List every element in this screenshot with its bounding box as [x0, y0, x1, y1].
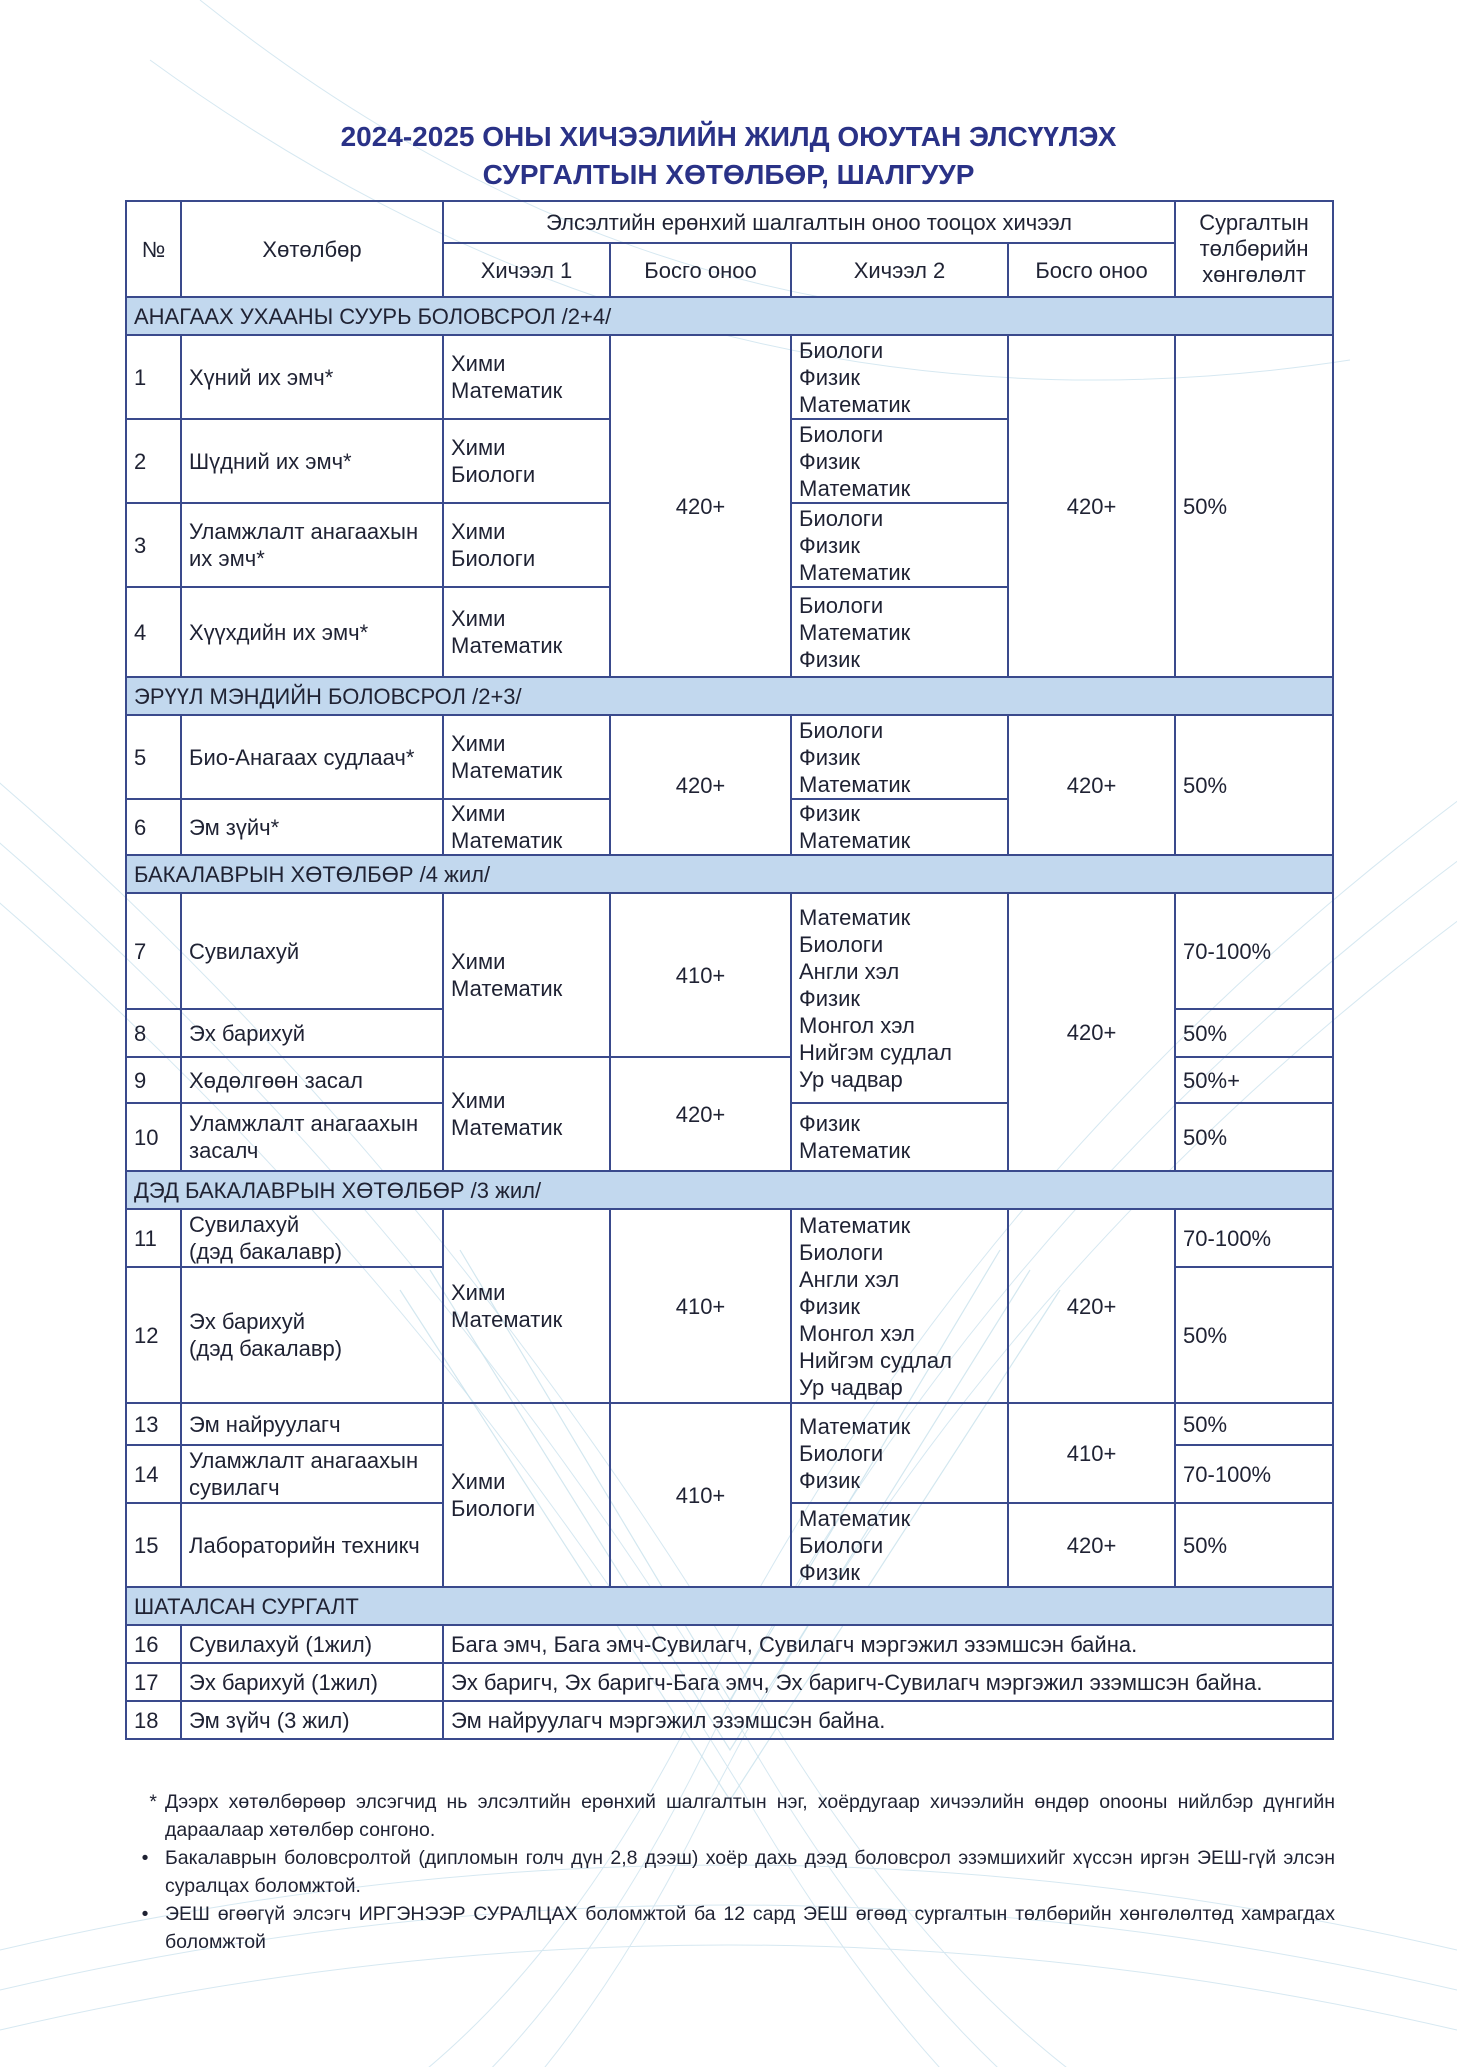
program-name: Лабораторийн техникч [181, 1503, 443, 1587]
program-name: Эм найруулагч [181, 1403, 443, 1445]
footnotes [125, 1788, 1335, 1956]
bullet-icon: • [141, 1903, 149, 1925]
section-heading: ЭРҮҮЛ МЭНДИЙН БОЛОВСРОЛ /2+3/ [126, 677, 1333, 715]
subject-2-cell: Математик Биологи Физик [791, 1403, 1008, 1503]
program-name: Эх барихуй [181, 1009, 443, 1057]
threshold-2-cell: 420+ [1008, 893, 1175, 1171]
threshold-2-cell: 420+ [1008, 1209, 1175, 1403]
program-name: Хүний их эмч* [181, 335, 443, 419]
discount-cell: 70-100% [1175, 893, 1333, 1009]
footnote-text: Дээрх хөтөлбөрөөр элсэгчид нь элсэлтийн ерөнхий шалгалтын нэг, хоёрдугаар хичээлийн өндөр onооны нийлбэр дүнгийн дараалаар хөтөлбөр сонгоно. [165, 1791, 1335, 1841]
subject-1-cell: Хими Математик [443, 799, 610, 855]
table-row [126, 1209, 1333, 1267]
title-line-1: 2024-2025 ОНЫ ХИЧЭЭЛИЙН ЖИЛД ОЮУТАН ЭЛСҮҮЛЭХ [340, 121, 1117, 152]
discount-cell: 50% [1175, 1403, 1333, 1445]
subject-2-cell: Биологи Физик Математик [791, 715, 1008, 799]
row-number: 17 [126, 1663, 181, 1701]
page-title [0, 118, 1457, 194]
subject-2-cell: Математик Биологи Англи хэл Физик Монгол хэл Нийгэм судлал Ур чадвар [791, 893, 1008, 1103]
subject-2-cell: Биологи Математик Физик [791, 587, 1008, 677]
section-heading: ДЭД БАКАЛАВРЫН ХӨТӨЛБӨР /3 жил/ [126, 1171, 1333, 1209]
subject-1-cell: Хими Математик [443, 893, 610, 1057]
table-row [126, 1403, 1333, 1445]
row-number: 16 [126, 1625, 181, 1663]
table-row [126, 1701, 1333, 1739]
discount-cell: 50% [1175, 1503, 1333, 1587]
subject-2-cell: Математик Биологи Физик [791, 1503, 1008, 1587]
row-number: 11 [126, 1209, 181, 1267]
subject-1-cell: Хими Биологи [443, 1403, 610, 1587]
subject-2-cell: Биологи Физик Математик [791, 335, 1008, 419]
section-heading: АНАГААХ УХААНЫ СУУРЬ БОЛОВСРОЛ /2+4/ [126, 297, 1333, 335]
row-number: 7 [126, 893, 181, 1009]
header-threshold-1: Босго оноо [610, 243, 791, 297]
discount-cell: 50% [1175, 1103, 1333, 1171]
bullet-icon: • [141, 1847, 149, 1869]
row-number: 10 [126, 1103, 181, 1171]
requirement-cell: Бага эмч, Бага эмч-Сувилагч, Сувилагч мэргэжил эзэмшсэн байна. [443, 1625, 1333, 1663]
program-name: Уламжлалт анагаахын их эмч* [181, 503, 443, 587]
subject-1-cell: Хими Математик [443, 1209, 610, 1403]
subject-2-cell: Физик Математик [791, 799, 1008, 855]
threshold-1-cell: 420+ [610, 715, 791, 855]
subject-2-cell: Биологи Физик Математик [791, 503, 1008, 587]
program-name: Хүүхдийн их эмч* [181, 587, 443, 677]
table-row [126, 1625, 1333, 1663]
threshold-1-cell: 410+ [610, 893, 791, 1057]
discount-cell: 50% [1175, 1009, 1333, 1057]
program-name: Био-Анагаах судлаач* [181, 715, 443, 799]
footnote-item [125, 1900, 1335, 1956]
row-number: 12 [126, 1267, 181, 1403]
threshold-1-cell: 420+ [610, 335, 791, 677]
footnote-item [125, 1844, 1335, 1900]
program-name: Сувилахуй (1жил) [181, 1625, 443, 1663]
threshold-2-cell: 420+ [1008, 715, 1175, 855]
table-row [126, 335, 1333, 419]
program-name: Эм зүйч* [181, 799, 443, 855]
threshold-2-cell: 420+ [1008, 335, 1175, 677]
table-row [126, 715, 1333, 799]
row-number: 8 [126, 1009, 181, 1057]
row-number: 18 [126, 1701, 181, 1739]
discount-cell: 50% [1175, 335, 1333, 677]
subject-1-cell: Хими Биологи [443, 419, 610, 503]
discount-cell: 70-100% [1175, 1209, 1333, 1267]
subject-1-cell: Хими Математик [443, 587, 610, 677]
title-line-2: СУРГАЛТЫН ХӨТӨЛБӨР, ШАЛГУУР [482, 159, 975, 190]
program-name: Уламжлалт анагаахын сувилагч [181, 1445, 443, 1503]
subject-2-cell: Биологи Физик Математик [791, 419, 1008, 503]
requirement-cell: Эх баригч, Эх баригч-Бага эмч, Эх баригч-Сувилагч мэргэжил эзэмшсэн байна. [443, 1663, 1333, 1701]
program-name: Эм зүйч (3 жил) [181, 1701, 443, 1739]
subject-1-cell: Хими Математик [443, 1057, 610, 1171]
header-program: Хөтөлбөр [181, 201, 443, 297]
header-subject-2: Хичээл 2 [791, 243, 1008, 297]
row-number: 2 [126, 419, 181, 503]
row-number: 13 [126, 1403, 181, 1445]
program-name: Эх барихуй (1жил) [181, 1663, 443, 1701]
table-row [126, 893, 1333, 1009]
admission-table [125, 200, 1334, 1740]
section-heading: ШАТАЛСАН СУРГАЛТ [126, 1587, 1333, 1625]
program-name: Сувилахуй (дэд бакалавр) [181, 1209, 443, 1267]
row-number: 9 [126, 1057, 181, 1103]
program-name: Хөдөлгөөн засал [181, 1057, 443, 1103]
discount-cell: 70-100% [1175, 1445, 1333, 1503]
row-number: 5 [126, 715, 181, 799]
row-number: 4 [126, 587, 181, 677]
row-number: 15 [126, 1503, 181, 1587]
program-name: Шүдний их эмч* [181, 419, 443, 503]
discount-cell: 50%+ [1175, 1057, 1333, 1103]
header-subject-1: Хичээл 1 [443, 243, 610, 297]
section-heading: БАКАЛАВРЫН ХӨТӨЛБӨР /4 жил/ [126, 855, 1333, 893]
footnote-text: Бакалаврын боловсролтой (дипломын голч дүн 2,8 дээш) хоёр дахь дээд боловсрол эзэмшихийг хүссэн иргэн ЭЕШ-гүй элсэн суралцах боломжтой. [165, 1847, 1335, 1897]
subject-2-cell: Физик Математик [791, 1103, 1008, 1171]
subject-1-cell: Хими Математик [443, 715, 610, 799]
discount-cell: 50% [1175, 715, 1333, 855]
table-row [126, 1663, 1333, 1701]
subject-1-cell: Хими Математик [443, 335, 610, 419]
header-no: № [126, 201, 181, 297]
asterisk-mark: * [149, 1791, 157, 1813]
header-exam-group: Элсэлтийн ерөнхий шалгалтын оноо тооцох хичээл [443, 201, 1175, 243]
subject-1-cell: Хими Биологи [443, 503, 610, 587]
header-threshold-2: Босго оноо [1008, 243, 1175, 297]
threshold-1-cell: 410+ [610, 1403, 791, 1587]
program-name: Сувилахуй [181, 893, 443, 1009]
program-name: Эх барихуй (дэд бакалавр) [181, 1267, 443, 1403]
row-number: 3 [126, 503, 181, 587]
threshold-2-cell: 420+ [1008, 1503, 1175, 1587]
row-number: 14 [126, 1445, 181, 1503]
threshold-1-cell: 420+ [610, 1057, 791, 1171]
program-name: Уламжлалт анагаахын засалч [181, 1103, 443, 1171]
footnote-text: ЭЕШ өгөөгүй элсэгч ИРГЭНЭЭР СУРАЛЦАХ боломжтой ба 12 сард ЭЕШ өгөөд сургалтын төлбөрийн хөнгөлөлтөд хамрагдах боломжтой [165, 1903, 1335, 1953]
threshold-1-cell: 410+ [610, 1209, 791, 1403]
footnote-item [125, 1788, 1335, 1844]
discount-cell: 50% [1175, 1267, 1333, 1403]
requirement-cell: Эм найруулагч мэргэжил эзэмшсэн байна. [443, 1701, 1333, 1739]
row-number: 1 [126, 335, 181, 419]
subject-2-cell: Математик Биологи Англи хэл Физик Монгол хэл Нийгэм судлал Ур чадвар [791, 1209, 1008, 1403]
header-discount: Сургалтын төлбөрийн хөнгөлөлт [1175, 201, 1333, 297]
threshold-2-cell: 410+ [1008, 1403, 1175, 1503]
row-number: 6 [126, 799, 181, 855]
